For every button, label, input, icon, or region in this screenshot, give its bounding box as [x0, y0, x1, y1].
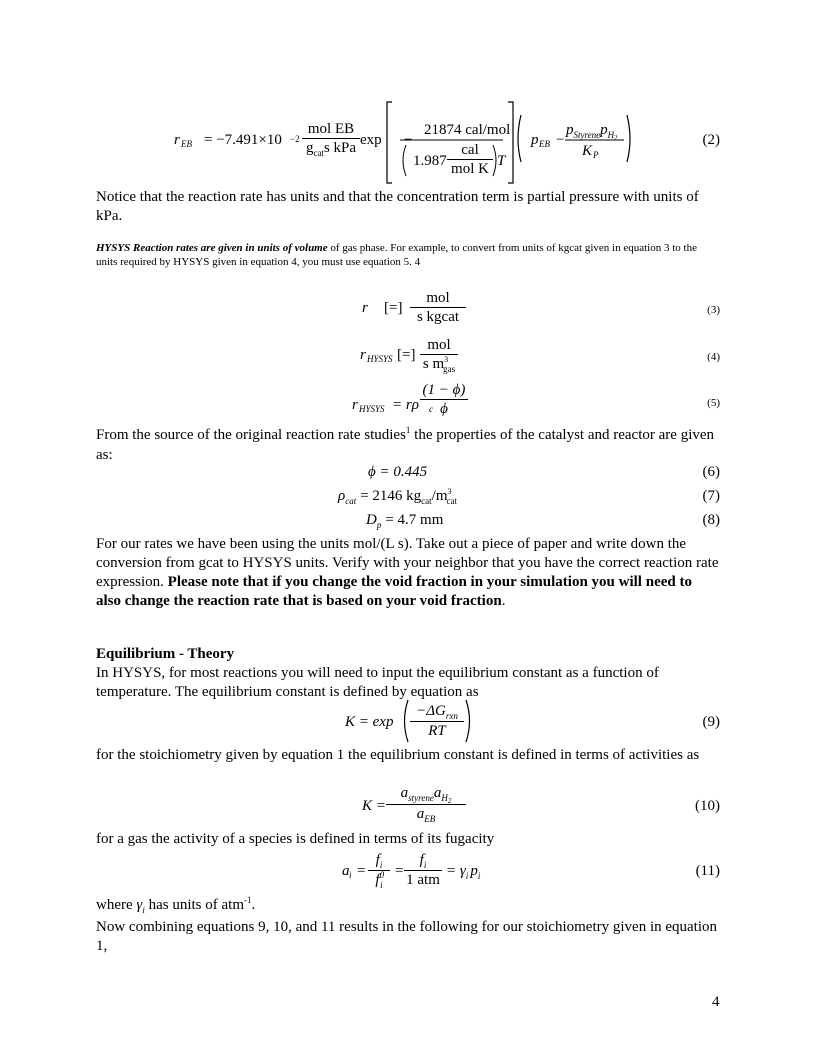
eq11-lhs: a	[342, 863, 350, 879]
eq9-lhs: K = exp	[345, 714, 394, 730]
eq11-fraction-2-num: $f_i$	[404, 851, 442, 871]
eq3-numerator: mol	[410, 289, 466, 308]
paragraph-gamma-units: where $\gamma_i$ has units of atm$^{-1}$.	[96, 895, 256, 915]
eq9-denominator: RT	[428, 723, 446, 739]
eq11-equals-1: =	[357, 863, 366, 879]
eq11-fraction-2-den: 1 atm	[406, 872, 440, 888]
eq3-denominator: s kgcat	[416, 309, 460, 325]
eq8-expression: $D_p = 4.7$ mm	[366, 512, 444, 530]
paragraph-activities: for the stoichiometry given by equation 1 the equilibrium constant is defined in terms of activities as	[96, 747, 700, 763]
eq10-denominator: $a_{EB}$	[416, 806, 436, 824]
eq2-kp-sub: P	[593, 150, 599, 160]
eq8-number: (8)	[702, 512, 720, 528]
eq5-denominator: ϕ	[440, 401, 448, 417]
eq2-gas-constant: 1.987	[413, 153, 447, 169]
eq11-lhs-sub: i	[349, 870, 352, 880]
eq11-fraction-2	[404, 851, 442, 889]
section-heading-equilibrium-theory: Equilibrium - Theory	[96, 646, 235, 662]
eq9-numerator: $-\Delta G_{rxn}$	[410, 702, 464, 722]
eq2-gas-constant-unit-num: cal	[447, 141, 493, 160]
eq5-rhs: = rρ	[392, 397, 419, 413]
paragraph-reaction-rate-units: Notice that the reaction rate has units and that the concentration term is partial pressure with units of kPa.	[96, 189, 699, 224]
eq2-minus: −	[404, 132, 413, 148]
eq4-denominator: s $m^3_{gas}$	[422, 355, 456, 374]
eq10-fraction	[386, 784, 466, 824]
eq2-unit-numerator: mol EB	[302, 120, 360, 139]
eq5-number: (5)	[707, 397, 720, 409]
eq2-minus-2: −	[556, 132, 565, 148]
eq4-number: (4)	[707, 351, 720, 363]
eq7-number: (7)	[702, 488, 720, 504]
eq2-activation-energy: 21874 cal/mol	[424, 122, 511, 138]
eq2-temperature: T	[497, 153, 506, 169]
eq5-lhs-sub: HYSYS	[359, 404, 385, 414]
hysys-note-emphasis: HYSYS Reaction rates are given in units of volume	[96, 242, 328, 254]
eq2-kp: K	[582, 143, 593, 159]
eq2-pressure-product: $p_{Styrene}p_{H2}$	[566, 122, 618, 142]
eq9-number: (9)	[702, 714, 720, 730]
eq2-lhs: r	[174, 132, 180, 148]
paragraph-equilibrium-constant: In HYSYS, for most reactions you will need to input the equilibrium constant as a function of temperature. The equilibrium constant is defined by equation as	[96, 665, 659, 700]
eq11-fraction-1-den: $f^0_i$	[375, 870, 385, 890]
eq4-lhs-sub: HYSYS	[367, 354, 393, 364]
hysys-note-text: of gas phase. For example, to convert from units of kgcat given in equation 3 to the units required by HYSYS given in equation 4, you must use equation 5. 4	[96, 242, 697, 268]
eq3-relation: [=]	[384, 300, 403, 316]
eq2-p-eb-sub: EB	[539, 139, 550, 149]
paragraph-unit-conversion: For our rates we have been using the units mol/(L s). Take out a piece of paper and write down the conversion from gcat to HYSYS units. Verify with your neighbor that you have the correct reaction rate expression. Please note that if you change the void fraction in your simulation you will need to also change the reaction rate that is based on your void fraction.	[96, 536, 719, 609]
paragraph-fugacity: for a gas the activity of a species is defined in terms of its fugacity	[96, 831, 495, 847]
eq10-numerator: $a_{styrene}a_{H2}$	[386, 784, 466, 805]
eq4-relation: [=]	[397, 347, 416, 363]
eq2-p-eb: p	[531, 132, 539, 148]
page-number: 4	[712, 994, 720, 1010]
eq4-numerator: mol	[420, 336, 458, 355]
eq2-lhs-sub: EB	[181, 139, 192, 149]
eq3-lhs: r	[362, 300, 368, 316]
paragraph-catalyst-properties: From the source of the original reaction rate studies$^1$ the properties of the catalyst and reactor are given as:	[96, 425, 715, 463]
eq6-number: (6)	[702, 464, 720, 480]
eq7-expression: $\rho_{cat} = 2146$ $kg_{cat}/m^3_{cat}$	[338, 487, 458, 506]
eq2-gas-constant-unit-den: mol K	[451, 161, 489, 177]
eq2-coef-exponent: −2	[290, 134, 300, 144]
eq11-fraction-1-num: $f_i$	[368, 851, 390, 871]
eq5-numerator: (1 − ϕ)	[420, 381, 468, 400]
eq2-coefficient: = −7.491×10	[204, 132, 282, 148]
eq5-lhs: r	[352, 397, 358, 413]
eq2-exp: exp	[360, 132, 382, 148]
void-fraction-warning: Please note that if you change the void fraction in your simulation you will need to also change the reaction rate that is based on your void fraction	[96, 574, 692, 609]
eq11-fraction-1	[368, 851, 390, 890]
eq6-text: ϕ = 0.445	[368, 464, 428, 480]
eq2-unit-denominator: $g_{cat}s$ kPa	[305, 140, 357, 158]
paragraph-combining-equations: Now combining equations 9, 10, and 11 results in the following for our stoichiometry given in equation 1,	[96, 919, 718, 954]
eq3-number: (3)	[707, 304, 720, 316]
eq2-number: (2)	[702, 132, 720, 148]
eq5-rhs-sub: c	[429, 404, 433, 414]
eq4-lhs: r	[360, 347, 366, 363]
eq11-equals-2: =	[395, 863, 404, 879]
eq11-number: (11)	[695, 863, 720, 879]
eq11-rhs: = $\gamma_i$ $p_i$	[446, 863, 481, 881]
eq10-number: (10)	[695, 798, 720, 814]
eq10-lhs: K =	[362, 798, 386, 814]
